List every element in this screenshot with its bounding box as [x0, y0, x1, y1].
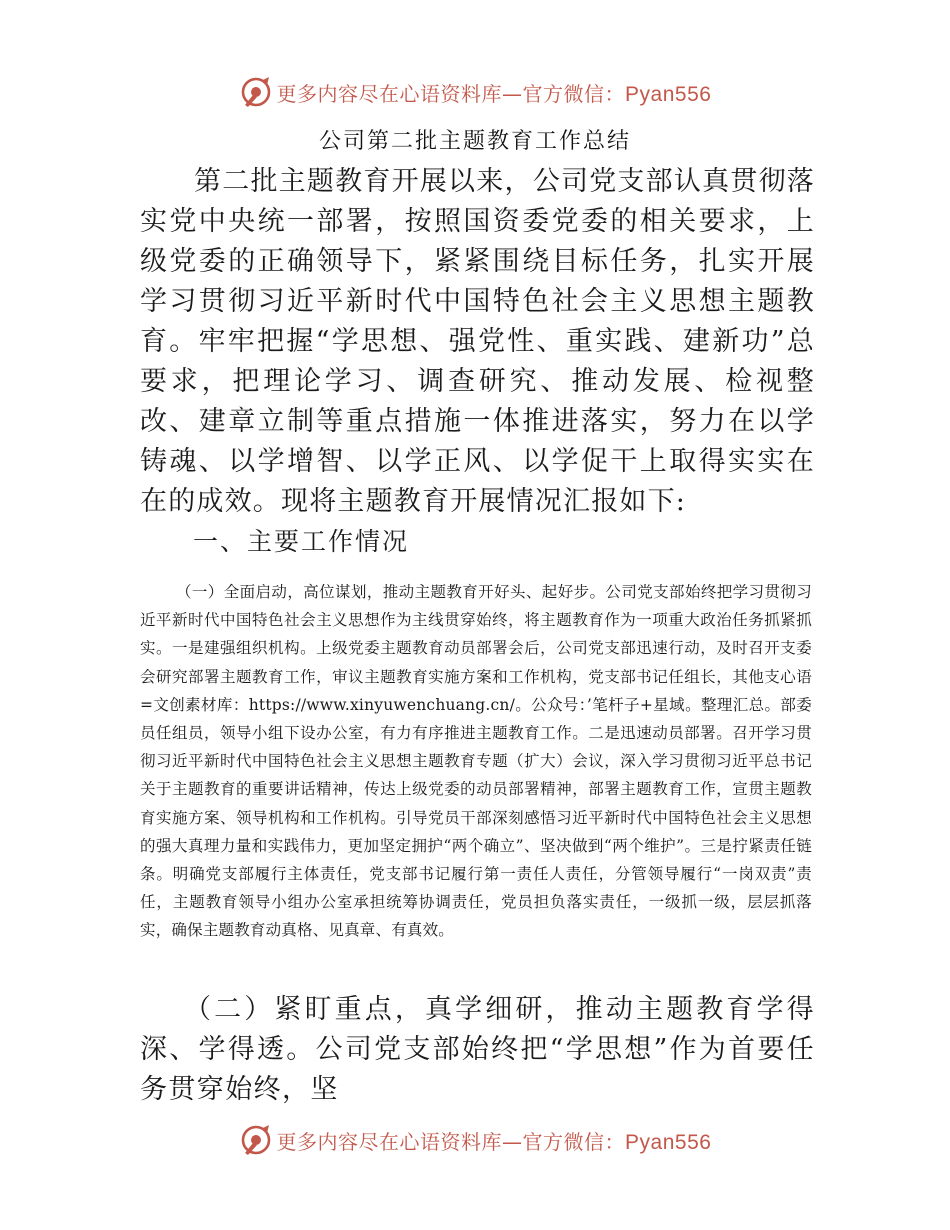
pen-logo-icon	[239, 1123, 273, 1157]
banner-wechat-id: Pyan556	[625, 1130, 712, 1154]
banner-wechat-id: Pyan556	[625, 82, 712, 106]
banner-label: 更多内容尽在心语资料库—官方微信：	[276, 1129, 626, 1154]
section1-paragraph-2: （二）紧盯重点，真学细研，推动主题教育学得深、学得透。公司党支部始终把“学思想”作为首要任务贯穿始终，坚	[140, 994, 815, 1105]
section1-paragraph-1: （一）全面启动，高位谋划，推动主题教育开好头、起好步。公司党支部始终把学习贯彻习近平新时代中国特色社会主义思想作为主线贯穿始终，将主题教育作为一项重大政治任务抓紧抓实。一是建强组织机构。上级党委主题教育动员部署会后，公司党支部迅速行动，及时召开支委会研究部署主题教育工作，审议主题教育实施方案和工作机构，党支部书记任组长，其他支心语=文创素材库：https://www.xinyuwenchuang.cn/。公众号：’笔杆子+星域。整理汇总。部委员任组员，领导小组下设办公室，有力有序推进主题教育工作。二是迅速动员部署。召开学习贯彻习近平新时代中国特色社会主义思想主题教育专题（扩大）会议，深入学习贯彻习近平总书记关于主题教育的重要讲话精神，传达上级党委的动员部署精神，部署主题教育工作，宣贯主题教育实施方案、领导机构和工作机构。引导党员干部深刻感悟习近平新时代中国特色社会主义思想的强大真理力量和实践伟力，更加坚定拥护“两个确立”、坚决做到“两个维护”。三是拧紧责任链条。明确党支部履行主体责任，党支部书记履行第一责任人责任，分管领导履行“一岗双责”责任，主题教育领导小组办公室承担统筹协调责任，党员担负落实责任，一级抓一级，层层抓落实，确保主题教育动真格、见真章、有真效。	[140, 583, 812, 940]
pen-logo-icon	[239, 75, 273, 109]
intro-paragraph: 第二批主题教育开展以来，公司党支部认真贯彻落实党中央统一部署，按照国资委党委的相关要求，上级党委的正确领导下，紧紧围绕目标任务，扎实开展学习贯彻习近平新时代中国特色社会主义思想主题教育。牢牢把握“学思想、强党性、重实践、建新功”总要求，把理论学习、调查研究、推动发展、检视整改、建章立制等重点措施一体推进落实，努力在以学铸魂、以学增智、以学正风、以学促干上取得实实在在的成效。现将主题教育开展情况汇报如下:	[140, 166, 815, 517]
page-title: 公司第二批主题教育工作总结	[318, 129, 631, 154]
footer-watermark-banner	[0, 1118, 950, 1162]
banner-text	[277, 1126, 712, 1155]
banner-text	[277, 78, 712, 107]
header-watermark-banner	[0, 70, 950, 114]
section-heading: 一、主要工作情况	[193, 527, 410, 556]
banner-label: 更多内容尽在心语资料库—官方微信：	[276, 81, 626, 106]
